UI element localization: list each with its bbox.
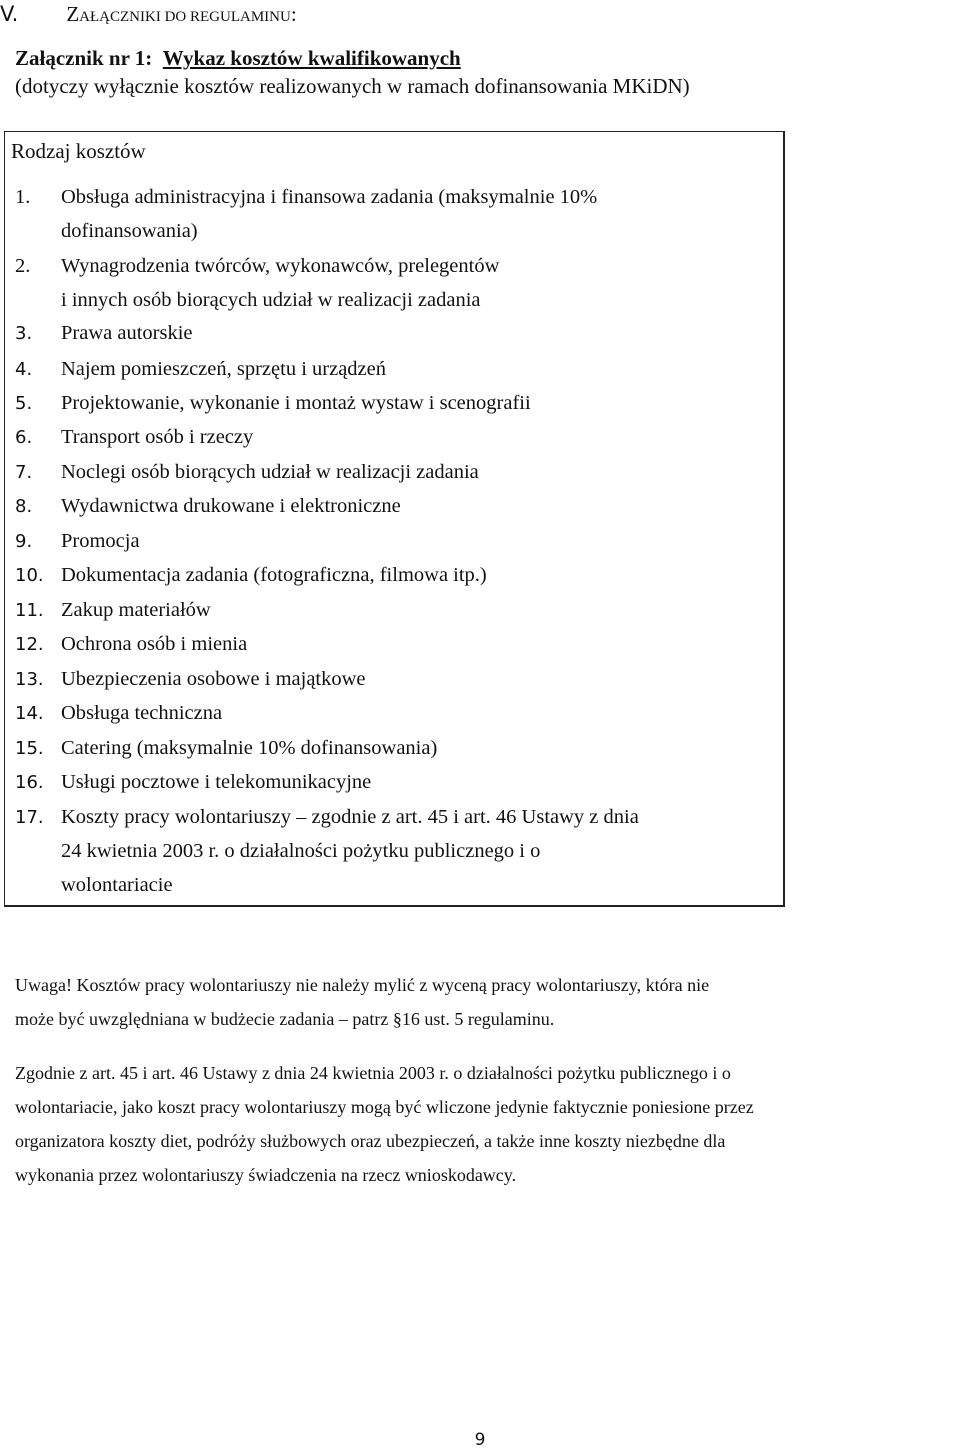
cost-item: [15, 489, 401, 524]
cost-item-text: Wynagrodzenia twórców, wykonawców, prelegentów: [61, 255, 500, 277]
cost-item-text: Transport osób i rzeczy: [61, 426, 254, 448]
legal-note-line: wykonania przez wolontariuszy świadczenia na rzecz wnioskodawcy.: [15, 1165, 517, 1185]
cost-item-text: Ubezpieczenia osobowe i majątkowe: [61, 668, 366, 690]
section-number: V.: [0, 2, 19, 26]
cost-item-text: Koszty pracy wolontariuszy – zgodnie z art. 45 i art. 46 Ustawy z dnia: [61, 806, 639, 828]
cost-item-number: 6.: [15, 427, 33, 448]
cost-item-number: 14.: [15, 703, 44, 724]
cost-item-text: Usługi pocztowe i telekomunikacyjne: [61, 771, 372, 793]
section-title: ZAŁĄCZNIKI DO REGULAMINU:: [66, 2, 297, 26]
cost-item-text: Projektowanie, wykonanie i montaż wystaw i scenografii: [61, 392, 531, 414]
cost-item-text: Ochrona osób i mienia: [61, 633, 248, 655]
legal-note-line: wolontariacie, jako koszt pracy wolontariuszy mogą być wliczone jedynie faktycznie poniesione przez: [15, 1097, 754, 1117]
cost-item-number: 5.: [15, 393, 33, 414]
cost-item-text: Zakup materiałów: [61, 599, 211, 621]
annex-title: [15, 46, 461, 71]
cost-item: [15, 800, 639, 835]
cost-item: [15, 524, 140, 559]
cost-item-text-continuation: i innych osób biorących udział w realizacji zadania: [61, 289, 481, 311]
cost-item: [15, 249, 499, 283]
cost-item-number: 12.: [15, 634, 44, 655]
cost-item: [15, 558, 487, 593]
cost-item-text: Dokumentacja zadania (fotograficzna, filmowa itp.): [61, 564, 487, 586]
cost-item: [15, 765, 371, 800]
cost-item-number: 9.: [15, 531, 33, 552]
cost-item: [15, 180, 597, 214]
cost-item-number: 4.: [15, 359, 33, 380]
cost-item-text: Noclegi osób biorących udział w realizacji zadania: [61, 461, 479, 483]
cost-item-number: 13.: [15, 669, 44, 690]
cost-item-number: 7.: [15, 462, 33, 483]
legal-note-line: Zgodnie z art. 45 i art. 46 Ustawy z dnia 24 kwietnia 2003 r. o działalności pożytku publicznego i o: [15, 1063, 731, 1083]
cost-item-number: 15.: [15, 738, 44, 759]
cost-item-text-continuation: dofinansowania): [61, 220, 198, 242]
annex-link-title[interactable]: Wykaz kosztów kwalifikowanych: [162, 46, 461, 70]
warning-note-line: Uwaga! Kosztów pracy wolontariuszy nie należy mylić z wyceną pracy wolontariuszy, która nie: [15, 975, 710, 995]
cost-item: [15, 662, 366, 697]
cost-item: [15, 386, 531, 421]
annex-label: Załącznik nr 1:: [15, 46, 153, 70]
cost-item-text-continuation: wolontariacie: [61, 874, 173, 896]
cost-item-number: 8.: [15, 496, 33, 517]
cost-item-number: 2.: [15, 255, 31, 277]
cost-item: [15, 696, 222, 731]
cost-item-number: 11.: [15, 600, 44, 621]
legal-note-line: organizatora koszty diet, podróży służbowych oraz ubezpieczeń, a także inne koszty niezbędne dla: [15, 1131, 726, 1151]
annex-subtitle: (dotyczy wyłącznie kosztów realizowanych w ramach dofinansowania MKiDN): [15, 74, 690, 98]
cost-item-text: Najem pomieszczeń, sprzętu i urządzeń: [61, 358, 386, 380]
cost-item-number: 16.: [15, 772, 44, 793]
cost-item: [15, 593, 211, 628]
cost-item-text: Obsługa administracyjna i finansowa zadania (maksymalnie 10%: [61, 186, 598, 208]
cost-item-text: Catering (maksymalnie 10% dofinansowania): [61, 737, 438, 759]
cost-item: [15, 420, 253, 455]
page-number: 9: [474, 1430, 486, 1450]
cost-item-text: Wydawnictwa drukowane i elektroniczne: [61, 495, 401, 517]
cost-item-number: 10.: [15, 565, 44, 586]
section-heading: [0, 2, 297, 27]
cost-item-text: Promocja: [61, 530, 140, 552]
cost-item-text-continuation: 24 kwietnia 2003 r. o działalności pożytku publicznego i o: [61, 840, 541, 862]
cost-item-number: 1.: [15, 186, 31, 208]
cost-item-number: 17.: [15, 807, 44, 828]
cost-item: [15, 455, 479, 490]
cost-item: [15, 731, 437, 766]
cost-item: [15, 352, 386, 387]
cost-item-text: Prawa autorskie: [61, 322, 193, 344]
costs-table-header: Rodzaj kosztów: [11, 139, 146, 163]
cost-item-text: Obsługa techniczna: [61, 702, 223, 724]
cost-item: [15, 316, 193, 351]
cost-item-number: 3.: [15, 323, 33, 344]
cost-item: [15, 627, 247, 662]
warning-note-line: może być uwzględniana w budżecie zadania – patrz §16 ust. 5 regulaminu.: [15, 1009, 555, 1029]
